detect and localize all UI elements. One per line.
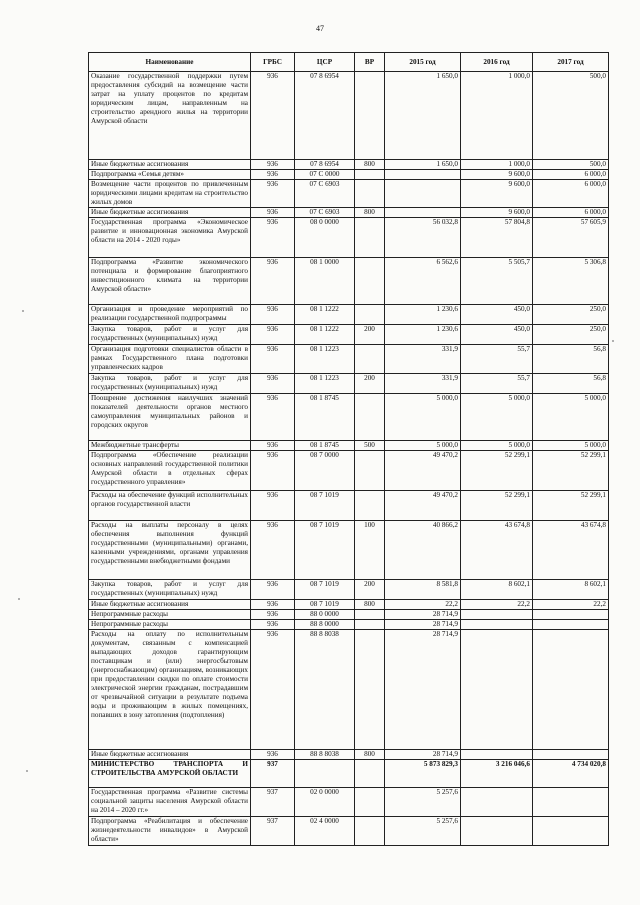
- cell-name: Расходы на выплаты персоналу в целях обеспечения выполнения функций государственными (муниципальными) органами, казенными учреждениями, органами управления государственными внебюджетными фондами: [89, 521, 251, 580]
- header-name: Наименование: [89, 53, 251, 72]
- cell-grbs: 936: [251, 394, 295, 441]
- cell-csr: 88 8 8038: [295, 630, 355, 750]
- cell-vr: [355, 451, 385, 491]
- table-row: [89, 760, 609, 788]
- cell-2016: [461, 788, 533, 817]
- cell-2015: 8 581,8: [385, 580, 461, 600]
- cell-grbs: 936: [251, 218, 295, 258]
- cell-name: Поощрение достижения наилучших значений показателей деятельности органов местного самоуправления муниципальных районов и городских округов: [89, 394, 251, 441]
- cell-csr: 08 1 1223: [295, 374, 355, 394]
- cell-grbs: 937: [251, 760, 295, 788]
- header-2017: 2017 год: [533, 53, 609, 72]
- cell-2016: [461, 750, 533, 760]
- cell-vr: [355, 760, 385, 788]
- cell-name: Подпрограмма «Обеспечение реализации основных направлений государственной политики Амурской области в отдельных сферах государственного управления»: [89, 451, 251, 491]
- cell-vr: [355, 788, 385, 817]
- cell-2016: 55,7: [461, 345, 533, 374]
- cell-2016: 3 216 046,6: [461, 760, 533, 788]
- cell-2017: 250,0: [533, 325, 609, 345]
- table-header-row: [89, 53, 609, 72]
- cell-name: Закупка товаров, работ и услуг для государственных (муниципальных) нужд: [89, 374, 251, 394]
- cell-2016: 55,7: [461, 374, 533, 394]
- cell-2017: 250,0: [533, 305, 609, 325]
- cell-2015: 28 714,9: [385, 750, 461, 760]
- cell-csr: 88 8 8038: [295, 750, 355, 760]
- cell-vr: 200: [355, 374, 385, 394]
- cell-csr: 08 1 0000: [295, 258, 355, 305]
- cell-2016: [461, 817, 533, 846]
- cell-2016: [461, 630, 533, 750]
- cell-name: Межбюджетные трансферты: [89, 441, 251, 451]
- cell-csr: 08 7 1019: [295, 600, 355, 610]
- cell-vr: 200: [355, 325, 385, 345]
- cell-grbs: 936: [251, 180, 295, 208]
- cell-2017: 6 000,0: [533, 180, 609, 208]
- table-row: [89, 441, 609, 451]
- cell-2016: 9 600,0: [461, 170, 533, 180]
- cell-name: Расходы на обеспечение функций исполнительных органов государственной власти: [89, 491, 251, 521]
- cell-2017: [533, 620, 609, 630]
- table-row: [89, 170, 609, 180]
- cell-2015: [385, 208, 461, 218]
- cell-vr: 500: [355, 441, 385, 451]
- cell-name: Возмещение части процентов по привлеченным юридическими лицами кредитам на строительство жилых домов: [89, 180, 251, 208]
- cell-2017: 500,0: [533, 160, 609, 170]
- cell-2016: 8 602,1: [461, 580, 533, 600]
- cell-csr: 07 8 6954: [295, 160, 355, 170]
- table-row: [89, 750, 609, 760]
- table-row: [89, 580, 609, 600]
- cell-2016: 1 000,0: [461, 72, 533, 160]
- cell-2015: 56 032,8: [385, 218, 461, 258]
- cell-2015: [385, 180, 461, 208]
- cell-name: Организация подготовки специалистов области в рамках Государственного плана подготовки управленческих кадров: [89, 345, 251, 374]
- cell-vr: [355, 258, 385, 305]
- cell-2017: 22,2: [533, 600, 609, 610]
- scan-speck: [18, 598, 20, 600]
- cell-grbs: 936: [251, 630, 295, 750]
- budget-table: [88, 52, 609, 846]
- cell-vr: 800: [355, 600, 385, 610]
- cell-vr: [355, 630, 385, 750]
- cell-vr: 800: [355, 750, 385, 760]
- cell-name: Подпрограмма «Реабилитация и обеспечение жизнедеятельности инвалидов» в Амурской области»: [89, 817, 251, 846]
- cell-2016: 5 505,7: [461, 258, 533, 305]
- table-row: [89, 620, 609, 630]
- cell-2016: 5 000,0: [461, 441, 533, 451]
- cell-csr: 02 0 0000: [295, 788, 355, 817]
- cell-grbs: 936: [251, 451, 295, 491]
- cell-vr: [355, 491, 385, 521]
- cell-vr: [355, 620, 385, 630]
- cell-name: Государственная программа «Экономическое развитие и инновационная экономика Амурской области на 2014 - 2020 годы»: [89, 218, 251, 258]
- table-row: [89, 180, 609, 208]
- table-row: [89, 630, 609, 750]
- cell-grbs: 936: [251, 580, 295, 600]
- table-body: [89, 72, 609, 846]
- cell-2015: 6 562,6: [385, 258, 461, 305]
- cell-vr: [355, 394, 385, 441]
- cell-2015: 1 650,0: [385, 72, 461, 160]
- cell-csr: 07 8 6954: [295, 72, 355, 160]
- table-row: [89, 258, 609, 305]
- cell-vr: [355, 180, 385, 208]
- cell-2017: 4 734 020,8: [533, 760, 609, 788]
- page-number: 47: [316, 24, 324, 33]
- cell-grbs: 936: [251, 374, 295, 394]
- cell-2016: 52 299,1: [461, 491, 533, 521]
- cell-name: Закупка товаров, работ и услуг для государственных (муниципальных) нужд: [89, 580, 251, 600]
- header-grbs: ГРБС: [251, 53, 295, 72]
- header-2016: 2016 год: [461, 53, 533, 72]
- cell-2017: 56,8: [533, 374, 609, 394]
- cell-name: Подпрограмма «Развитие экономического потенциала и формирование благоприятного инвестиционного климата на территории Амурской области»: [89, 258, 251, 305]
- cell-2016: 22,2: [461, 600, 533, 610]
- cell-2017: 5 306,8: [533, 258, 609, 305]
- scan-speck: [26, 770, 28, 772]
- cell-2017: 57 605,9: [533, 218, 609, 258]
- table-row: [89, 374, 609, 394]
- cell-vr: [355, 345, 385, 374]
- cell-2015: 49 470,2: [385, 491, 461, 521]
- cell-grbs: 936: [251, 345, 295, 374]
- cell-2017: 500,0: [533, 72, 609, 160]
- cell-2016: 450,0: [461, 305, 533, 325]
- cell-2016: 9 600,0: [461, 180, 533, 208]
- cell-2017: [533, 610, 609, 620]
- cell-2016: 57 804,8: [461, 218, 533, 258]
- cell-csr: 08 1 8745: [295, 394, 355, 441]
- table-row: [89, 788, 609, 817]
- cell-2015: 28 714,9: [385, 610, 461, 620]
- cell-vr: 100: [355, 521, 385, 580]
- table-row: [89, 345, 609, 374]
- table-row: [89, 600, 609, 610]
- cell-csr: 07 С 6903: [295, 208, 355, 218]
- cell-grbs: 937: [251, 788, 295, 817]
- cell-name: Иные бюджетные ассигнования: [89, 160, 251, 170]
- table-row: [89, 394, 609, 441]
- cell-2017: 52 299,1: [533, 491, 609, 521]
- cell-2016: [461, 620, 533, 630]
- scan-speck: [22, 310, 24, 312]
- cell-2015: 5 873 829,3: [385, 760, 461, 788]
- cell-csr: 08 7 0000: [295, 451, 355, 491]
- cell-2017: [533, 750, 609, 760]
- cell-2017: [533, 630, 609, 750]
- cell-vr: [355, 218, 385, 258]
- table-row: [89, 160, 609, 170]
- cell-name: Непрограммные расходы: [89, 620, 251, 630]
- cell-2017: 56,8: [533, 345, 609, 374]
- cell-2015: 5 000,0: [385, 394, 461, 441]
- table-row: [89, 521, 609, 580]
- table-row: [89, 218, 609, 258]
- table-row: [89, 817, 609, 846]
- cell-2016: 1 000,0: [461, 160, 533, 170]
- cell-name: Подпрограмма «Семья детям»: [89, 170, 251, 180]
- cell-csr: [295, 760, 355, 788]
- cell-name: Организация и проведение мероприятий по реализации государственной подпрограммы: [89, 305, 251, 325]
- table-row: [89, 610, 609, 620]
- cell-2015: 5 000,0: [385, 441, 461, 451]
- cell-2017: 52 299,1: [533, 451, 609, 491]
- cell-name: Расходы на оплату по исполнительным документам, связанным с компенсацией выпадающих доходов гарантирующим поставщикам и (или) энергосбытовым (энергоснабжающим) организациям, возникающих при предоставлении скидки по оплате стоимости электрической энергии гражданам, пострадавшим от чрезвычайной ситуации в результате подъема воды и проживающим в жилых помещениях, попавших в зону затопления (подтопления): [89, 630, 251, 750]
- cell-name: Оказание государственной поддержки путем предоставления субсидий на возмещение части затрат на уплату процентов по кредитам юридическим лицам, направленным на строительство арендного жилья на территории Амурской области: [89, 72, 251, 160]
- cell-name: Государственная программа «Развитие системы социальной защиты населения Амурской области на 2014 – 2020 гг.»: [89, 788, 251, 817]
- header-2015: 2015 год: [385, 53, 461, 72]
- cell-csr: 08 7 1019: [295, 491, 355, 521]
- cell-vr: [355, 610, 385, 620]
- cell-csr: 08 1 1222: [295, 325, 355, 345]
- cell-grbs: 936: [251, 600, 295, 610]
- cell-2016: 5 000,0: [461, 394, 533, 441]
- cell-vr: [355, 72, 385, 160]
- cell-2015: 40 866,2: [385, 521, 461, 580]
- cell-2017: 43 674,8: [533, 521, 609, 580]
- cell-csr: 08 7 1019: [295, 580, 355, 600]
- cell-2016: 450,0: [461, 325, 533, 345]
- cell-2016: 9 600,0: [461, 208, 533, 218]
- cell-vr: [355, 170, 385, 180]
- cell-csr: 02 4 0000: [295, 817, 355, 846]
- cell-2015: 49 470,2: [385, 451, 461, 491]
- cell-grbs: 936: [251, 170, 295, 180]
- cell-name: Непрограммные расходы: [89, 610, 251, 620]
- cell-csr: 08 7 1019: [295, 521, 355, 580]
- cell-name: Закупка товаров, работ и услуг для государственных (муниципальных) нужд: [89, 325, 251, 345]
- header-csr: ЦСР: [295, 53, 355, 72]
- cell-2015: 1 230,6: [385, 305, 461, 325]
- table-row: [89, 451, 609, 491]
- cell-2015: 22,2: [385, 600, 461, 610]
- cell-grbs: 936: [251, 441, 295, 451]
- cell-name: Иные бюджетные ассигнования: [89, 600, 251, 610]
- table-row: [89, 305, 609, 325]
- cell-2015: 1 230,6: [385, 325, 461, 345]
- cell-csr: 08 0 0000: [295, 218, 355, 258]
- cell-grbs: 936: [251, 258, 295, 305]
- cell-grbs: 936: [251, 610, 295, 620]
- cell-csr: 07 С 0000: [295, 170, 355, 180]
- cell-2015: 28 714,9: [385, 630, 461, 750]
- cell-2017: 6 000,0: [533, 208, 609, 218]
- cell-2017: 8 602,1: [533, 580, 609, 600]
- cell-csr: 88 0 0000: [295, 610, 355, 620]
- cell-grbs: 936: [251, 72, 295, 160]
- cell-vr: 200: [355, 580, 385, 600]
- table-row: [89, 491, 609, 521]
- cell-name: Иные бюджетные ассигнования: [89, 750, 251, 760]
- scan-speck: [612, 340, 614, 342]
- cell-2015: 5 257,6: [385, 817, 461, 846]
- table-row: [89, 208, 609, 218]
- cell-name: МИНИСТЕРСТВО ТРАНСПОРТА И СТРОИТЕЛЬСТВА АМУРСКОЙ ОБЛАСТИ: [89, 760, 251, 788]
- table-row: [89, 325, 609, 345]
- cell-csr: 08 1 1222: [295, 305, 355, 325]
- cell-csr: 08 1 1223: [295, 345, 355, 374]
- cell-2017: 5 000,0: [533, 441, 609, 451]
- cell-2015: 1 650,0: [385, 160, 461, 170]
- cell-vr: 800: [355, 160, 385, 170]
- cell-2016: 52 299,1: [461, 451, 533, 491]
- cell-2017: 6 000,0: [533, 170, 609, 180]
- cell-vr: [355, 817, 385, 846]
- cell-2015: 331,9: [385, 374, 461, 394]
- header-vr: ВР: [355, 53, 385, 72]
- cell-name: Иные бюджетные ассигнования: [89, 208, 251, 218]
- cell-grbs: 936: [251, 620, 295, 630]
- cell-csr: 07 С 6903: [295, 180, 355, 208]
- cell-csr: 88 8 0000: [295, 620, 355, 630]
- cell-2017: 5 000,0: [533, 394, 609, 441]
- cell-grbs: 936: [251, 750, 295, 760]
- cell-2017: [533, 788, 609, 817]
- cell-2016: 43 674,8: [461, 521, 533, 580]
- cell-grbs: 936: [251, 521, 295, 580]
- cell-2017: [533, 817, 609, 846]
- table-row: [89, 72, 609, 160]
- cell-2016: [461, 610, 533, 620]
- cell-2015: [385, 170, 461, 180]
- cell-vr: 800: [355, 208, 385, 218]
- cell-grbs: 936: [251, 325, 295, 345]
- cell-2015: 5 257,6: [385, 788, 461, 817]
- cell-2015: 28 714,9: [385, 620, 461, 630]
- cell-2015: 331,9: [385, 345, 461, 374]
- cell-grbs: 936: [251, 160, 295, 170]
- cell-csr: 08 1 8745: [295, 441, 355, 451]
- cell-grbs: 937: [251, 817, 295, 846]
- cell-grbs: 936: [251, 305, 295, 325]
- cell-grbs: 936: [251, 208, 295, 218]
- cell-grbs: 936: [251, 491, 295, 521]
- cell-vr: [355, 305, 385, 325]
